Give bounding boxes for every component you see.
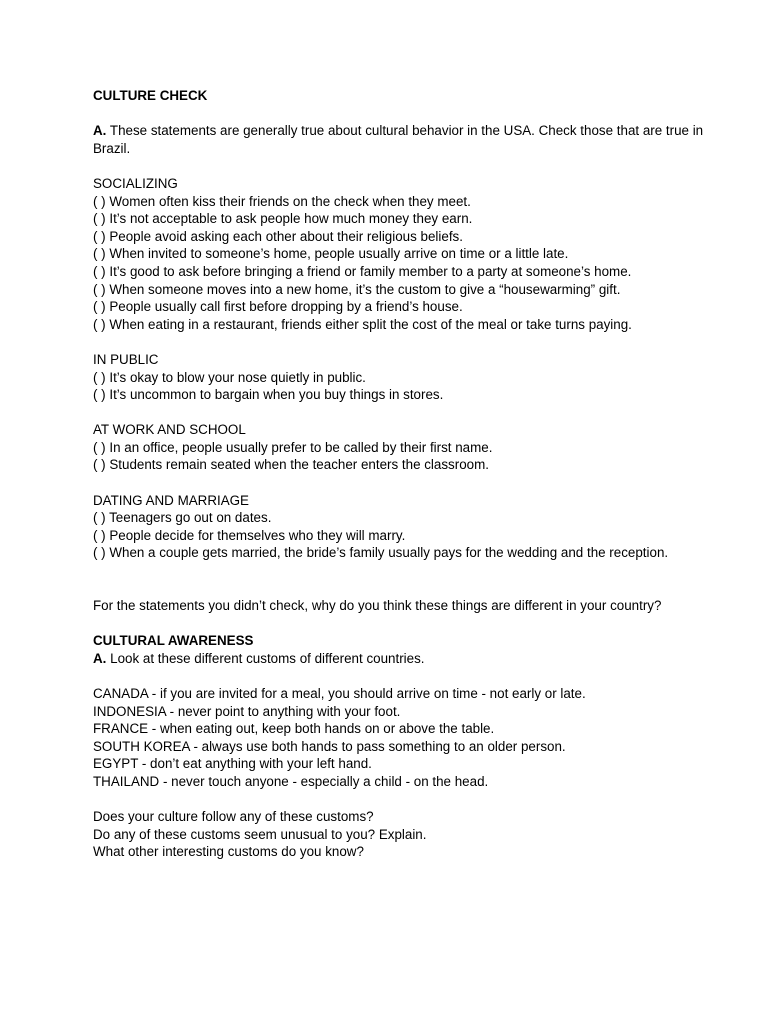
spacer xyxy=(93,615,708,633)
spacer xyxy=(93,333,708,351)
group-socializing xyxy=(93,175,708,333)
custom-item: CANADA - if you are invited for a meal, you should arrive on time - not early or late. xyxy=(93,686,586,701)
spacer xyxy=(93,562,708,597)
followup-question: For the statements you didn’t check, why do you think these things are different in your country? xyxy=(93,598,662,614)
awareness-instructions xyxy=(93,650,708,668)
statement-item: ( ) In an office, people usually prefer to be called by their first name. xyxy=(93,439,493,455)
statement-item: ( ) People decide for themselves who they will marry. xyxy=(93,527,406,543)
statement-item: ( ) When someone moves into a new home, it’s the custom to give a “housewarming” gift. xyxy=(93,281,621,297)
custom-item: INDONESIA - never point to anything with your foot. xyxy=(93,703,401,719)
statement-item: ( ) People usually call first before dropping by a friend’s house. xyxy=(93,299,463,315)
group-in-public xyxy=(93,351,708,404)
section-a-instructions xyxy=(93,122,708,157)
discussion-question: Do any of these customs seem unusual to you? Explain. xyxy=(93,826,427,842)
statement-item: ( ) Students remain seated when the teacher enters the classroom. xyxy=(93,457,489,473)
group-heading: SOCIALIZING xyxy=(93,175,178,191)
custom-item: THAILAND - never touch anyone - especially a child - on the head. xyxy=(93,773,489,789)
spacer xyxy=(93,667,708,685)
group-work-school xyxy=(93,421,708,474)
awareness-text: Look at these different customs of different countries. xyxy=(106,650,425,666)
statement-item: ( ) Women often kiss their friends on the check when they meet. xyxy=(93,193,471,209)
group-heading: AT WORK AND SCHOOL xyxy=(93,422,246,438)
group-dating-marriage xyxy=(93,492,708,562)
statement-item: ( ) It’s okay to blow your nose quietly in public. xyxy=(93,369,366,385)
spacer xyxy=(93,157,708,175)
group-heading: DATING AND MARRIAGE xyxy=(93,492,249,508)
section-a-label: A. xyxy=(93,123,107,139)
page-title: CULTURE CHECK xyxy=(93,88,208,103)
statement-item: ( ) Teenagers go out on dates. xyxy=(93,510,272,526)
awareness-title: CULTURAL AWARENESS xyxy=(93,633,254,649)
custom-item: SOUTH KOREA - always use both hands to pass something to an older person. xyxy=(93,738,566,754)
statement-item: ( ) When a couple gets married, the bride’s family usually pays for the wedding and the reception. xyxy=(93,545,669,561)
statement-item: ( ) People avoid asking each other about their religious beliefs. xyxy=(93,228,463,244)
statement-item: ( ) It’s good to ask before bringing a friend or family member to a party at someone’s home. xyxy=(93,263,632,279)
discussion-question: Does your culture follow any of these customs? xyxy=(93,809,374,825)
statement-item: ( ) When invited to someone’s home, people usually arrive on time or a little late. xyxy=(93,246,569,262)
custom-item: FRANCE - when eating out, keep both hands on or above the table. xyxy=(93,721,495,737)
spacer xyxy=(93,791,708,809)
awareness-label: A. xyxy=(93,650,107,666)
statement-item: ( ) When eating in a restaurant, friends either split the cost of the meal or take turns paying. xyxy=(93,316,632,332)
statement-item: ( ) It’s not acceptable to ask people how much money they earn. xyxy=(93,211,473,227)
section-a-text: These statements are generally true about cultural behavior in the USA. Check those that are true in Brazil. xyxy=(93,123,704,156)
spacer xyxy=(93,474,708,492)
discussion-question: What other interesting customs do you know? xyxy=(93,844,364,860)
customs-list xyxy=(93,685,708,791)
spacer xyxy=(93,105,708,123)
discussion-questions xyxy=(93,808,708,861)
custom-item: EGYPT - don’t eat anything with your left hand. xyxy=(93,756,372,772)
statement-item: ( ) It’s uncommon to bargain when you buy things in stores. xyxy=(93,387,444,403)
group-heading: IN PUBLIC xyxy=(93,351,159,367)
spacer xyxy=(93,404,708,422)
